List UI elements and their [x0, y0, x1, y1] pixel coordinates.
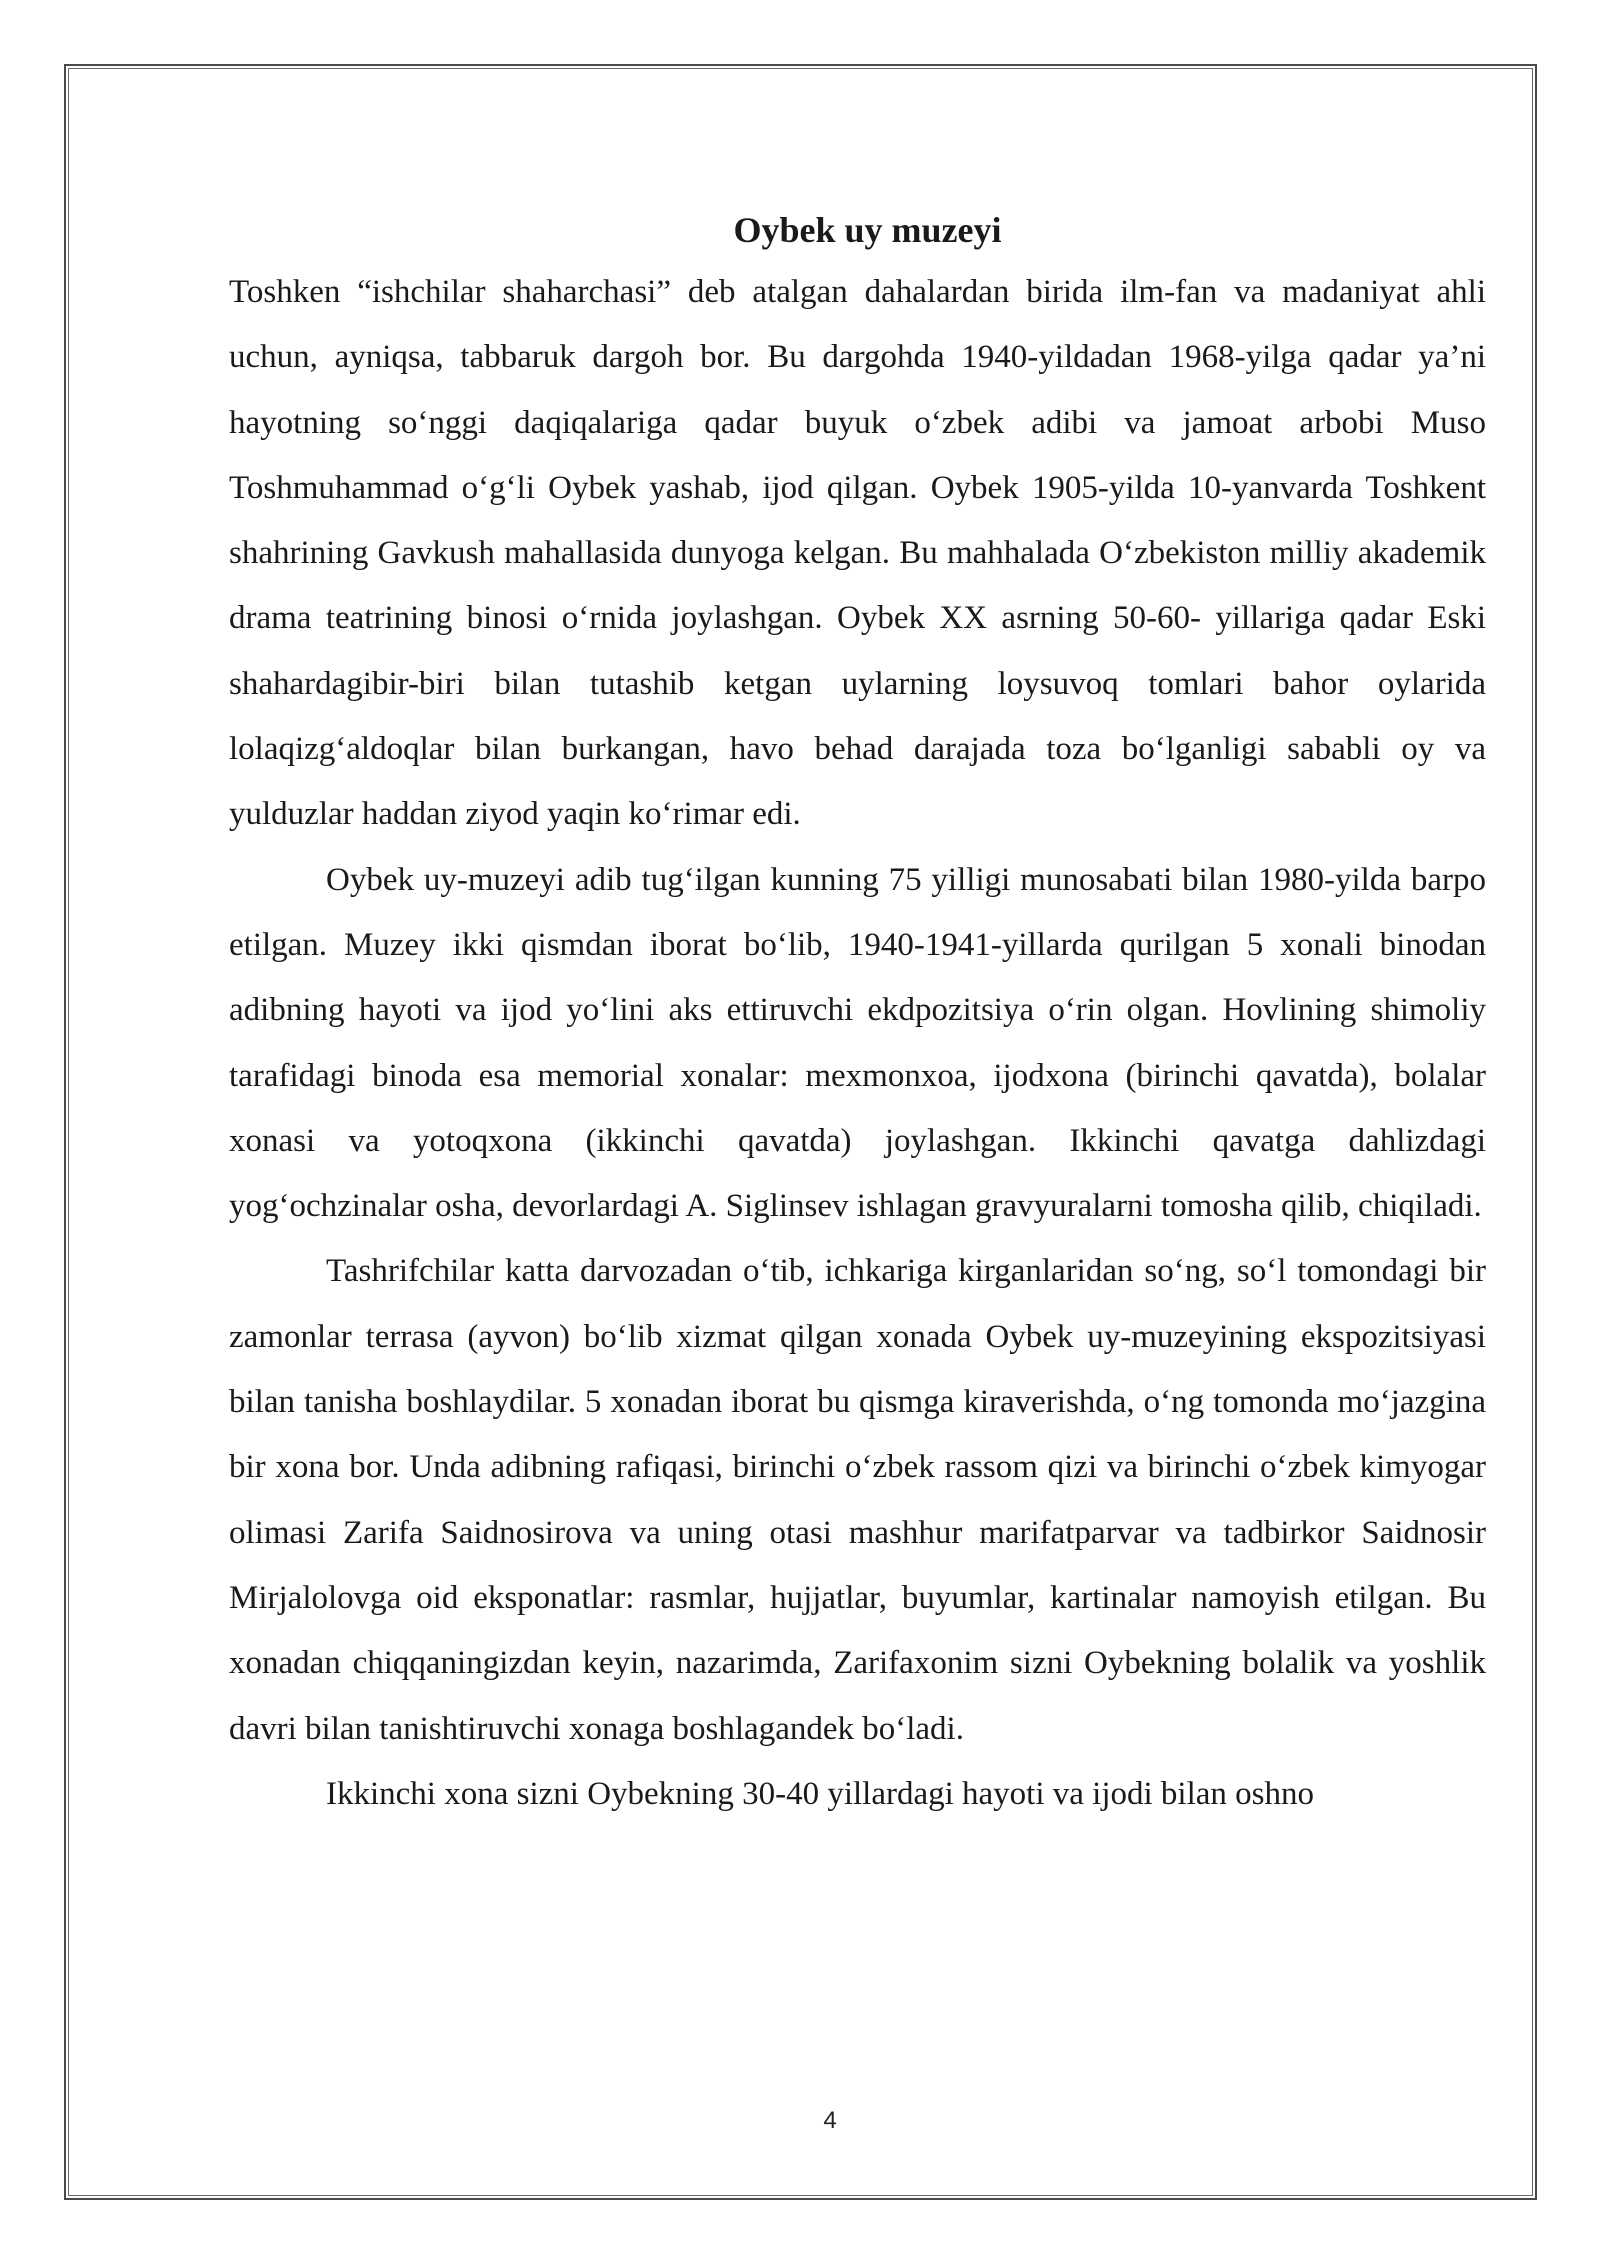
paragraph-visitors-tour: Tashrifchilar katta darvozadan o‘tib, ichkariga kirganlaridan so‘ng, so‘l tomondagi bir zamonlar terrasa (ayvon) bo‘lib xizmat qilgan xonada Oybek uy-muzeyining ekspozitsiyasi bilan tanisha boshlaydilar. 5 xonadan iborat bu qismga kiraverishda, o‘ng tomonda mo‘jazgina bir xona bor. Unda adibning rafiqasi, birinchi o‘zbek rassom qizi va birinchi o‘zbek kimyogar olimasi Zarifa Saidnosirova va uning otasi mashhur marifatparvar va tadbirkor Saidnosir Mirjalolovga oid eksponatlar: rasmlar, hujjatlar, buyumlar, kartinalar namoyish etilgan. Bu xonadan chiqqaningizdan keyin, nazarimda, Zarifaxonim sizni Oybekning bolalik va yoshlik davri bilan tanishtiruvchi xonaga boshlagandek bo‘ladi.: [229, 1253, 1486, 1747]
paragraph-second-room: Ikkinchi xona sizni Oybekning 30-40 yillardagi hayoti va ijodi bilan oshno: [326, 1775, 1315, 1812]
page-number: 4: [823, 2107, 837, 2134]
document-title: Oybek uy muzeyi: [733, 210, 1002, 250]
paragraph-intro: Toshken “ishchilar shaharchasi” deb atalgan dahalardan birida ilm-fan va madaniyat ahli uchun, ayniqsa, tabbaruk dargoh bor. Bu dargohda 1940-yildadan 1968-yilga qadar ya’ni hayotning so‘nggi daqiqalariga qadar buyuk o‘zbek adibi va jamoat arbobi Muso Toshmuhammad o‘g‘li Oybek yashab, ijod qilgan. Oybek 1905-yilda 10-yanvarda Toshkent shahrining Gavkush mahallasida dunyoga kelgan. Bu mahhalada O‘zbekiston milliy akademik drama teatrining binosi o‘rnida joylashgan. Oybek XX asrning 50-60- yillariga qadar Eski shahardagibir-biri bilan tutashib ketgan uylarning loysuvoq tomlari bahor oylarida lolaqizg‘aldoqlar bilan burkangan, havo behad darajada toza bo‘lganligi sababli oy va yulduzlar haddan ziyod yaqin ko‘rimar edi.: [229, 274, 1486, 833]
paragraph-museum-founding: Oybek uy-muzeyi adib tug‘ilgan kunning 75 yilligi munosabati bilan 1980-yilda barpo etilgan. Muzey ikki qismdan iborat bo‘lib, 1940-1941-yillarda qurilgan 5 xonali binodan adibning hayoti va ijod yo‘lini aks ettiruvchi ekdpozitsiya o‘rin olgan. Hovlining shimoliy tarafidagi binoda esa memorial xonalar: mexmonxoa, ijodxona (birinchi qavatda), bolalar xonasi va yotoqxona (ikkinchi qavatda) joylashgan. Ikkinchi qavatga dahlizdagi yog‘ochzinalar osha, devorlardagi A. Siglinsev ishlagan gravyuralarni tomosha qilib, chiqiladi.: [229, 861, 1486, 1225]
document-body: [229, 200, 1486, 1827]
